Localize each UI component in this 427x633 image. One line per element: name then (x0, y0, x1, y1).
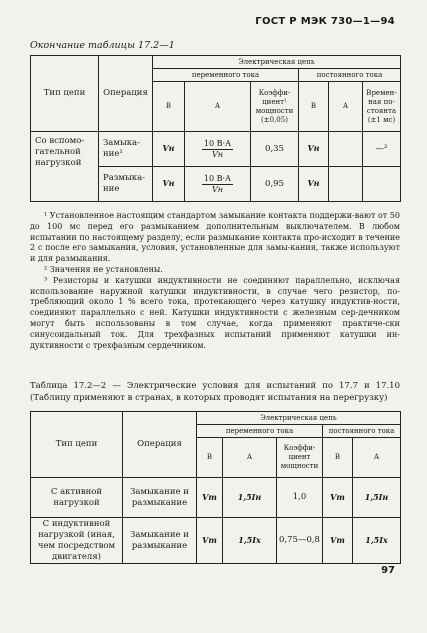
cell-amps-dc (329, 132, 363, 167)
table-17-2-1 (30, 55, 401, 202)
cell-volts-dc: Vт (330, 534, 345, 545)
header-electrical-circuit: Электрическая цепь (197, 412, 401, 425)
cell-amps: 1,5Iн (237, 491, 262, 502)
header-operation: Операция (123, 412, 197, 478)
header-power-factor: Коэффи-циент мощности (277, 438, 323, 478)
document-header: ГОСТ Р МЭК 730—1—94 (255, 16, 395, 27)
header-dc: постоянного тока (299, 69, 401, 82)
footnote-3: ³ Резисторы и катушки индуктивности не соединяют параллельно, исключая использование наружной катушки индуктивности, в случае чего резистор, по-требляющий около 1 % всего тока, протекающего через катушку индуктив-ности, соединяют параллельно с ней. Катушки индуктивности с железным сер-дечником могут быть использованы в том случае, когда применяют практиче-ски синусоидальный ток. Для трехфазных испытаний применяют катушки ин-дуктивности с трехфазным сердечником. (30, 275, 400, 350)
cell-operation: Замыкание и размыкание (123, 518, 197, 564)
fraction-numerator: 10 В·А (203, 138, 232, 148)
header-amps: А (185, 82, 251, 132)
cell-volts-dc: Vн (307, 143, 320, 153)
cell-volts-dc: Vт (330, 491, 345, 502)
header-electrical-circuit: Электрическая цепь (153, 56, 401, 69)
cell-amps-dc (329, 167, 363, 202)
header-circuit-type: Тип цепи (31, 412, 123, 478)
header-volts-dc: В (323, 438, 353, 478)
header-volts: В (153, 82, 185, 132)
cell-volts: Vт (202, 534, 217, 545)
footnotes (30, 211, 400, 351)
header-ac: переменного тока (153, 69, 299, 82)
table1-caption: Окончание таблицы 17.2—1 (30, 40, 175, 51)
cell-time-constant (363, 167, 401, 202)
fraction-denominator: Vн (211, 184, 224, 194)
header-ac: переменного тока (197, 425, 323, 438)
page-number: 97 (381, 565, 395, 576)
header-power-factor: Коэффи-циент¹ мощности (±0,05) (251, 82, 299, 132)
header-volts: В (197, 438, 223, 478)
header-amps: А (223, 438, 277, 478)
footnote-1: ¹ Установленное настоящим стандартом замыкание контакта поддержи-вают от 50 до 100 мс перед его размыканием дополнительным выключателем. В любом испытании по настоящему разделу, если размыкание контакта про-исходит в течение 2 с после его замыкания, условия, установленные для замы-кания, также используют и для размыкания. (30, 211, 400, 264)
cell-operation: Замыка-ние¹ (99, 132, 153, 167)
cell-circuit-type: С индуктивной нагрузкой (иная, чем посредством двигателя) (31, 518, 123, 564)
footnote-2: ² Значения не установлены. (44, 264, 163, 274)
cell-amps-dc: 1,5Iх (365, 534, 388, 545)
cell-volts: Vн (162, 143, 175, 153)
header-amps-dc: А (329, 82, 363, 132)
header-time-constant: Времен-ная по-стоянта (±1 мс) (363, 82, 401, 132)
cell-power-factor: 0,35 (251, 132, 299, 167)
cell-power-factor: 1,0 (277, 478, 323, 518)
cell-volts-dc: Vн (307, 178, 320, 188)
cell-amps-dc: 1,5Iн (364, 491, 389, 502)
header-dc: постоянного тока (323, 425, 401, 438)
fraction-denominator: Vн (211, 149, 224, 159)
table-17-2-2 (30, 411, 401, 564)
cell-power-factor: 0,95 (251, 167, 299, 202)
fraction-numerator: 10 В·А (203, 173, 232, 183)
header-amps-dc: А (353, 438, 401, 478)
cell-volts: Vн (162, 178, 175, 188)
header-operation: Операция (99, 56, 153, 132)
header-circuit-type: Тип цепи (31, 56, 99, 132)
cell-amps: 1,5Iх (238, 534, 261, 545)
cell-volts: Vт (202, 491, 217, 502)
cell-amps-fraction (202, 174, 233, 195)
cell-circuit-type: Со вспомо-гательной нагрузкой (31, 132, 99, 202)
table2-caption: Таблица 17.2—2 — Электрические условия для испытаний по 17.7 и 17.10 (Таблицу применяют в странах, в которых проводят испытания на перегрузку) (30, 381, 400, 403)
header-volts-dc: В (299, 82, 329, 132)
cell-operation: Размыка-ние (99, 167, 153, 202)
cell-circuit-type: С активной нагрузкой (31, 478, 123, 518)
cell-power-factor: 0,75—0,8 (277, 518, 323, 564)
cell-amps-fraction (202, 139, 233, 160)
cell-time-constant: —² (363, 132, 401, 167)
cell-operation: Замыкание и размыкание (123, 478, 197, 518)
